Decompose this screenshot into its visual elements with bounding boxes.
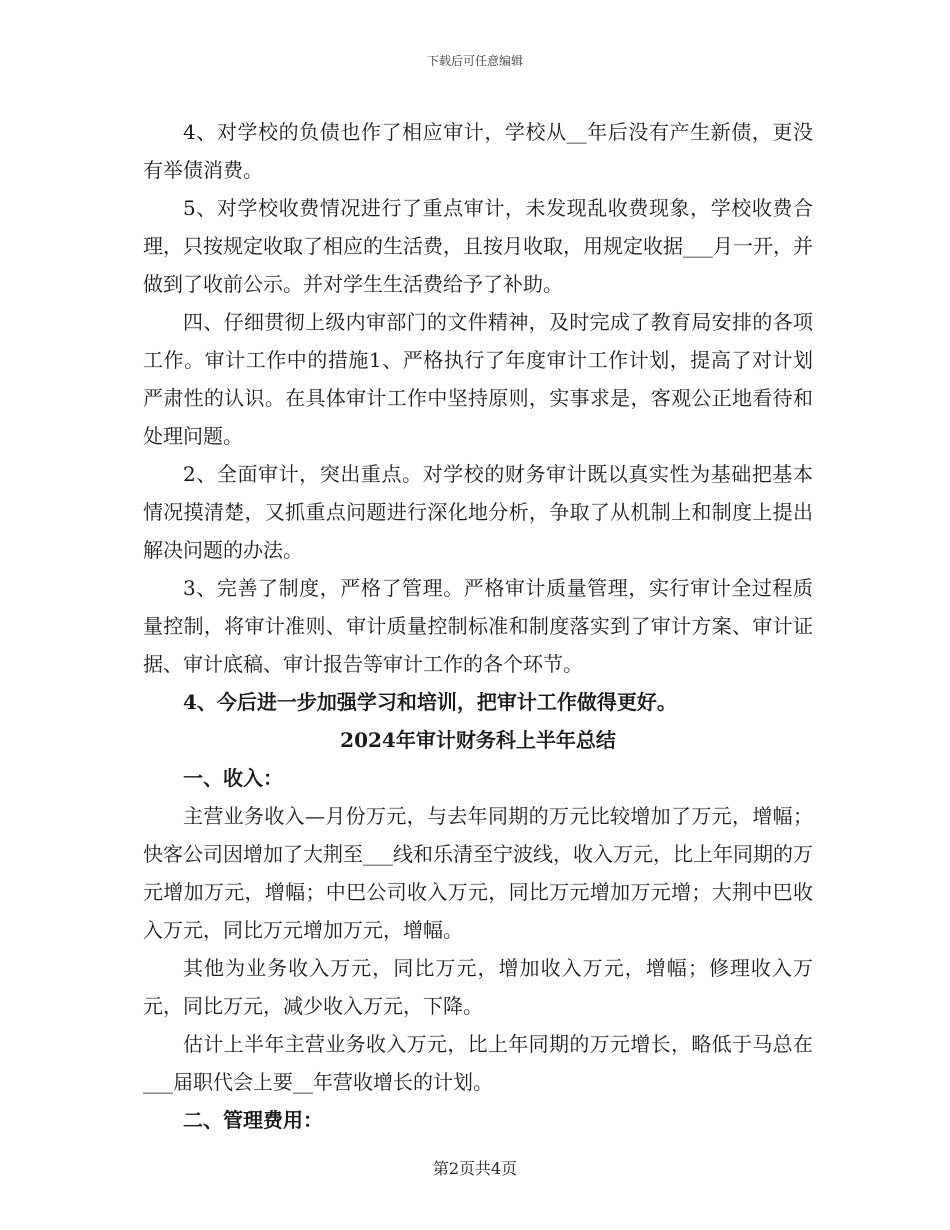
paragraph-debt-audit: 4、对学校的负债也作了相应审计，学校从__年后没有产生新债，更没有举债消费。 <box>143 120 813 182</box>
document-title: 2024年审计财务科上半年总结 <box>340 728 616 752</box>
page-header: 下载后可任意编辑 <box>426 54 523 68</box>
paragraph-main-income: 主营业务收入—月份万元，与去年同期的万元比较增加了万元，增幅；快客公司因增加了大荆至___线和乐清至宁波线，收入万元，比上年同期的万元增加万元，增幅；中巴公司收入万元，同比万元增加万元增；大荆中巴收入万元，同比万元增加万元，增幅。 <box>143 804 813 942</box>
page-footer: 第2页共4页 <box>432 1159 518 1178</box>
paragraph-section-four: 四、仔细贯彻上级内审部门的文件精神，及时完成了教育局安排的各项工作。审计工作中的措施1、严格执行了年度审计工作计划，提高了对计划严肃性的认识。在具体审计工作中坚持原则，实事求是，客观公正地看待和处理问题。 <box>143 310 813 448</box>
paragraph-income-estimate: 估计上半年主营业务收入万元，比上年同期的万元增长，略低于马总在___届职代会上要__年营收增长的计划。 <box>143 1032 813 1094</box>
paragraph-system-improvement: 3、完善了制度，严格了管理。严格审计质量管理，实行审计全过程质量控制，将审计准则、审计质量控制标准和制度落实到了审计方案、审计证据、审计底稿、审计报告等审计工作的各个环节。 <box>143 576 813 676</box>
paragraph-other-income: 其他为业务收入万元，同比万元，增加收入万元，增幅；修理收入万元，同比万元，减少收入万元，下降。 <box>143 956 813 1018</box>
paragraph-future-training: 4、今后进一步加强学习和培训，把审计工作做得更好。 <box>183 690 677 714</box>
document-body <box>143 113 813 1139</box>
paragraph-comprehensive-audit: 2、全面审计，突出重点。对学校的财务审计既以真实性为基础把基本情况摸清楚，又抓重点问题进行深化地分析，争取了从机制上和制度上提出解决问题的办法。 <box>143 462 813 562</box>
section-heading-income: 一、收入： <box>183 766 283 790</box>
paragraph-fee-audit: 5、对学校收费情况进行了重点审计，未发现乱收费现象，学校收费合理，只按规定收取了相应的生活费，且按月收取，用规定收据___月一开，并做到了收前公示。并对学生生活费给予了补助。 <box>143 196 813 296</box>
section-heading-management-costs: 二、管理费用： <box>183 1108 323 1132</box>
